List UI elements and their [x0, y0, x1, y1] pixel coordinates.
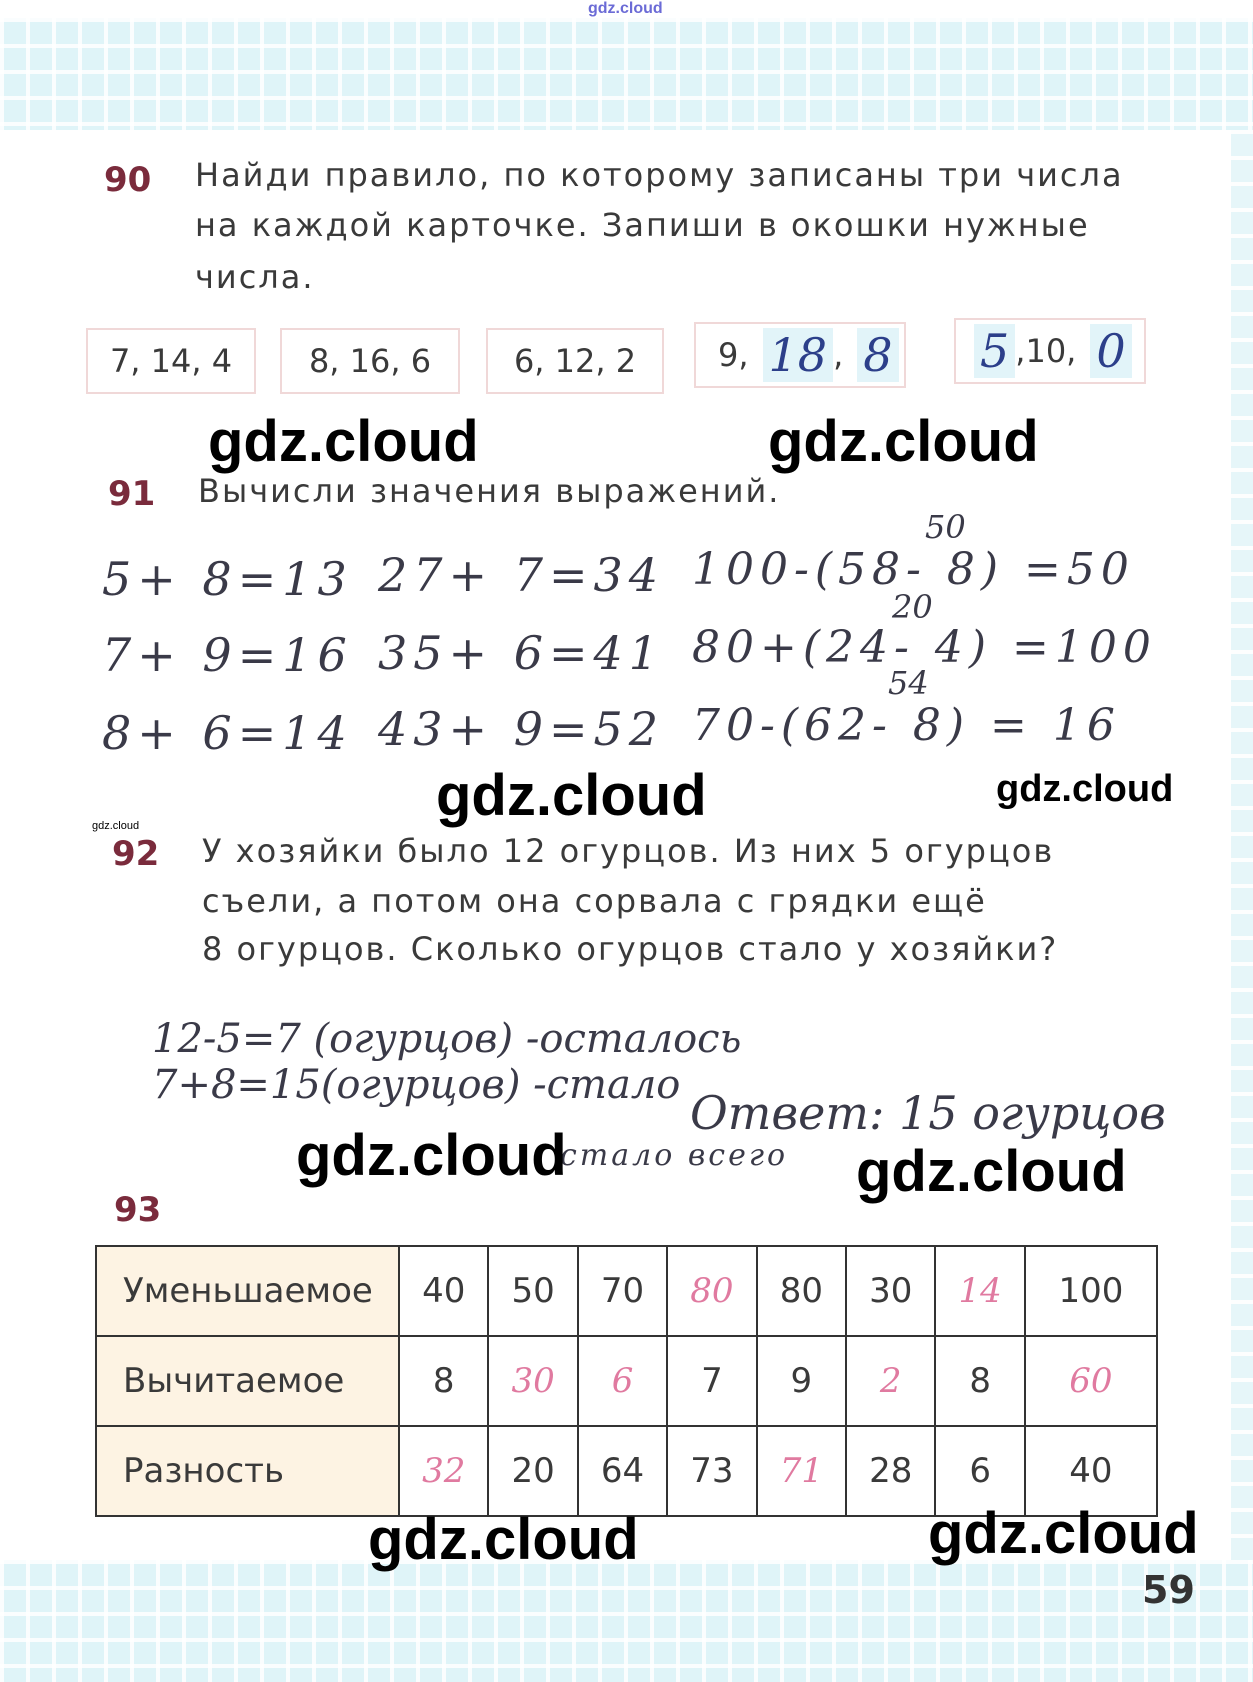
- task-90-line-1: Найди правило, по которому записаны три числа: [195, 156, 1124, 194]
- table-cell: 100: [1025, 1246, 1157, 1336]
- table-cell-handwritten: 60: [1025, 1336, 1157, 1426]
- task-92-line-3: 8 огурцов. Сколько огурцов стало у хозяйки?: [202, 930, 1059, 968]
- watermark-9: gdz.cloud: [928, 1501, 1199, 1566]
- number-card-2: [280, 328, 460, 394]
- task-92-line-2: съели, а потом она сорвала с грядки ещё: [202, 882, 987, 920]
- number-card-1-text: 7, 14, 4: [109, 342, 233, 380]
- table-cell: 7: [667, 1336, 756, 1426]
- number-card-1: [86, 328, 256, 394]
- task-91-col1-line-1: 5+ 8=13: [102, 552, 353, 606]
- task-92-solution-line-1: 12-5=7 (огурцов) -осталось: [152, 1016, 742, 1062]
- table-cell-handwritten: 2: [846, 1336, 935, 1426]
- decorative-grid-side: [1231, 130, 1253, 1560]
- table-cell: 64: [578, 1426, 667, 1516]
- table-cell: 40: [399, 1246, 488, 1336]
- number-card-4: [694, 322, 906, 388]
- table-cell-handwritten: 32: [399, 1426, 488, 1516]
- number-card-5-answer-1: 5: [974, 324, 1015, 378]
- task-91-col1-line-3: 8+ 6=14: [102, 706, 353, 760]
- task-91-number: 91: [108, 474, 156, 514]
- table-cell: 8: [399, 1336, 488, 1426]
- task-92-number: 92: [112, 834, 160, 874]
- task-92-answer: Ответ: 15 огурцов: [690, 1086, 1166, 1140]
- watermark-1: gdz.cloud: [208, 409, 479, 474]
- table-cell-handwritten: 80: [667, 1246, 756, 1336]
- table-cell: 9: [757, 1336, 846, 1426]
- task-91-col2-line-1: 27+ 7=34: [378, 548, 665, 602]
- task-90-line-3: числа.: [195, 258, 315, 296]
- number-card-4-first: 9,: [718, 336, 749, 374]
- table-row-minuend: [96, 1246, 1157, 1336]
- number-card-2-text: 8, 16, 6: [308, 342, 432, 380]
- decorative-grid-bottom: [0, 1560, 1253, 1682]
- task-90-line-2: на каждой карточке. Запиши в окошки нужные: [195, 206, 1090, 244]
- number-card-5: [954, 318, 1146, 384]
- table-cell-handwritten: 6: [578, 1336, 667, 1426]
- table-cell: 30: [846, 1246, 935, 1336]
- task-91-superscript-2: 20: [892, 588, 933, 626]
- number-card-5-answer-2: 0: [1090, 324, 1131, 378]
- decorative-grid-top: [0, 18, 1253, 130]
- task-92-line-1: У хозяйки было 12 огурцов. Из них 5 огурцов: [202, 832, 1055, 870]
- table-cell: 50: [488, 1246, 577, 1336]
- watermark-2: gdz.cloud: [768, 409, 1039, 474]
- task-91-col2-line-2: 35+ 6=41: [378, 626, 665, 680]
- task-90-number: 90: [104, 160, 152, 200]
- site-label-top: gdz.cloud: [588, 0, 663, 17]
- number-card-3-text: 6, 12, 2: [513, 342, 637, 380]
- task-91-col1-line-2: 7+ 9=16: [102, 628, 353, 682]
- number-card-4-comma: ,: [833, 336, 844, 374]
- task-91-superscript-1: 50: [925, 508, 966, 546]
- row-label-minuend: Уменьшаемое: [96, 1246, 399, 1336]
- table-cell-handwritten: 71: [757, 1426, 846, 1516]
- table-cell-handwritten: 14: [935, 1246, 1024, 1336]
- watermark-7: gdz.cloud: [856, 1139, 1127, 1204]
- table-cell: 40: [1025, 1426, 1157, 1516]
- task-92-solution-line-2: 7+8=15(огурцов) -стало: [152, 1062, 681, 1108]
- number-card-5-middle: ,10,: [1015, 332, 1077, 370]
- table-cell: 70: [578, 1246, 667, 1336]
- task-91-col2-line-3: 43+ 9=52: [378, 702, 665, 756]
- number-card-4-answer-1: 18: [763, 328, 834, 382]
- watermark-5: gdz.cloud: [92, 820, 140, 832]
- table-cell: 28: [846, 1426, 935, 1516]
- row-label-difference: Разность: [96, 1426, 399, 1516]
- watermark-8: gdz.cloud: [368, 1507, 639, 1572]
- row-label-subtrahend: Вычитаемое: [96, 1336, 399, 1426]
- task-91-superscript-3: 54: [888, 664, 929, 702]
- number-card-4-answer-2: 8: [857, 328, 898, 382]
- table-cell-handwritten: 30: [488, 1336, 577, 1426]
- table-cell: 20: [488, 1426, 577, 1516]
- subtraction-table: [95, 1245, 1158, 1517]
- table-cell: 80: [757, 1246, 846, 1336]
- table-row-subtrahend: [96, 1336, 1157, 1426]
- task-91-text: Вычисли значения выражений.: [198, 472, 781, 510]
- table-cell: 8: [935, 1336, 1024, 1426]
- watermark-6: gdz.cloud: [296, 1123, 567, 1188]
- watermark-3: gdz.cloud: [436, 763, 707, 828]
- task-93-number: 93: [114, 1190, 162, 1230]
- task-91-col3-line-3: 70-(62- 8) = 16: [692, 700, 1121, 751]
- table-cell: 6: [935, 1426, 1024, 1516]
- task-91-col3-line-1: 100-(58- 8) =50: [692, 544, 1135, 595]
- task-91-col3-line-2: 80+(24- 4) =100: [692, 622, 1157, 673]
- watermark-4: gdz.cloud: [996, 768, 1174, 810]
- table-cell: 73: [667, 1426, 756, 1516]
- number-card-3: [486, 328, 664, 394]
- task-92-answer-note: стало всего: [560, 1138, 789, 1173]
- page-number: 59: [1142, 1568, 1195, 1612]
